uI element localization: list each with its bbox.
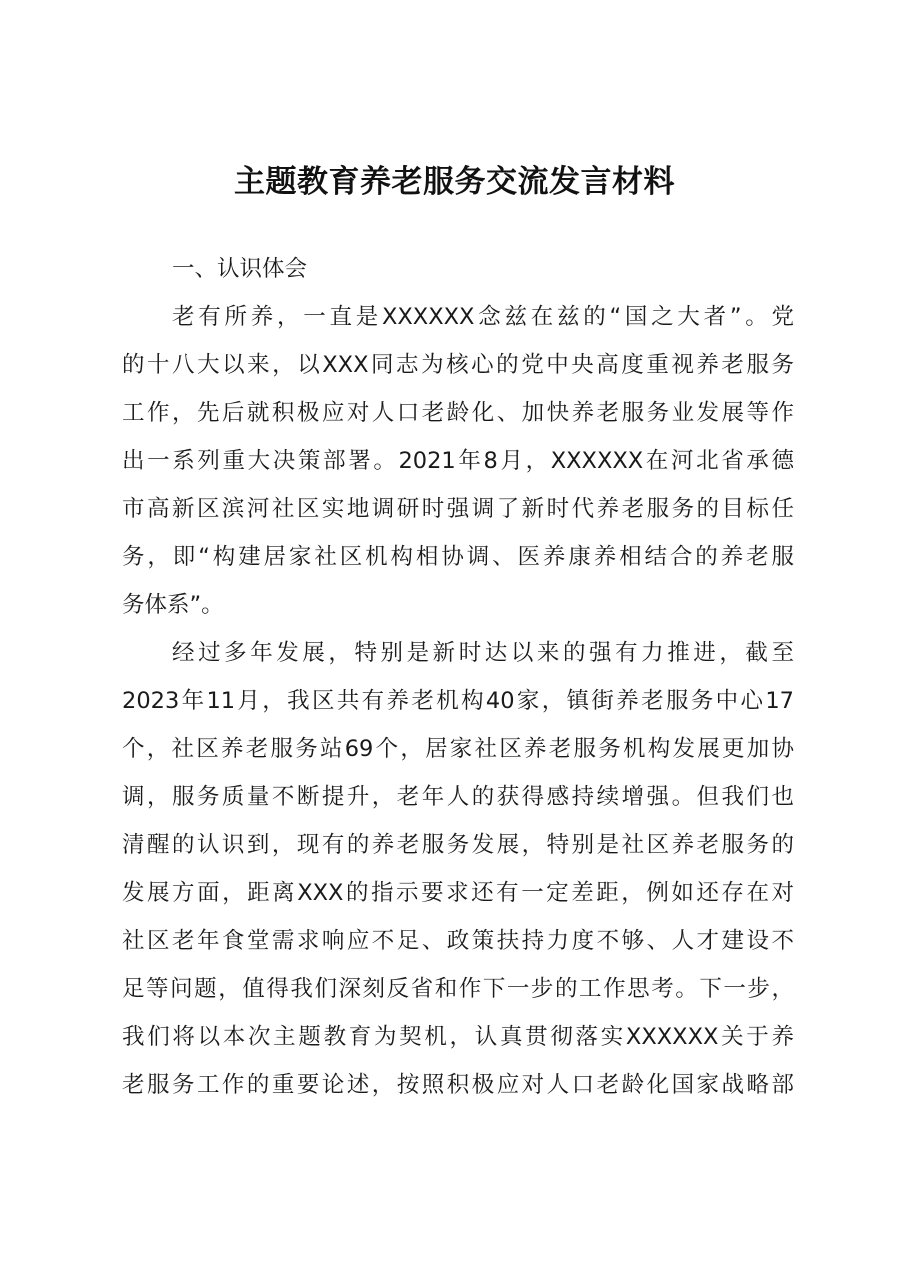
paragraph-line: 老服务工作的重要论述，按照积极应对人口老龄化国家战略部 xyxy=(122,1072,794,1098)
paragraph-line: 我们将以本次主题教育为契机，认真贯彻落实XXXXXX关于养 xyxy=(122,1024,794,1050)
paragraph-line: 务，即“构建居家社区机构相协调、医养康养相结合的养老服 xyxy=(122,544,794,570)
paragraph-line: 发展方面，距离XXX的指示要求还有一定差距，例如还存在对 xyxy=(122,880,794,906)
paragraph-line: 清醒的认识到，现有的养老服务发展，特别是社区养老服务的 xyxy=(122,832,794,858)
paragraph-line: 经过多年发展，特别是新时达以来的强有力推进，截至 xyxy=(172,640,794,666)
paragraph-line: 工作，先后就积极应对人口老龄化、加快养老服务业发展等作 xyxy=(122,400,794,426)
paragraph-line: 调，服务质量不断提升，老年人的获得感持续增强。但我们也 xyxy=(122,784,794,810)
section-heading: 一、认识体会 xyxy=(172,256,308,282)
paragraph-1 xyxy=(122,298,794,624)
paragraph-line: 市高新区滨河社区实地调研时强调了新时代养老服务的目标任 xyxy=(122,496,794,522)
document-body xyxy=(122,250,794,1104)
paragraph-2 xyxy=(122,634,794,1104)
paragraph-line: 2023年11月，我区共有养老机构40家，镇街养老服务中心17 xyxy=(122,688,794,714)
paragraph-line: 个，社区养老服务站69个，居家社区养老服务机构发展更加协 xyxy=(122,736,794,762)
paragraph-line: 的十八大以来，以XXX同志为核心的党中央高度重视养老服务 xyxy=(122,352,794,378)
paragraph-line: 足等问题，值得我们深刻反省和作下一步的工作思考。下一步， xyxy=(122,976,794,1002)
paragraph-line: 务体系”。 xyxy=(122,592,224,618)
document-title: 主题教育养老服务交流发言材料 xyxy=(234,164,675,200)
paragraph-line: 出一系列重大决策部署。2021年8月，XXXXXX在河北省承德 xyxy=(122,448,794,474)
paragraph-line: 社区老年食堂需求响应不足、政策扶持力度不够、人才建设不 xyxy=(122,928,794,954)
paragraph-line: 老有所养，一直是XXXXXX念兹在兹的“国之大者”。党 xyxy=(172,304,794,330)
